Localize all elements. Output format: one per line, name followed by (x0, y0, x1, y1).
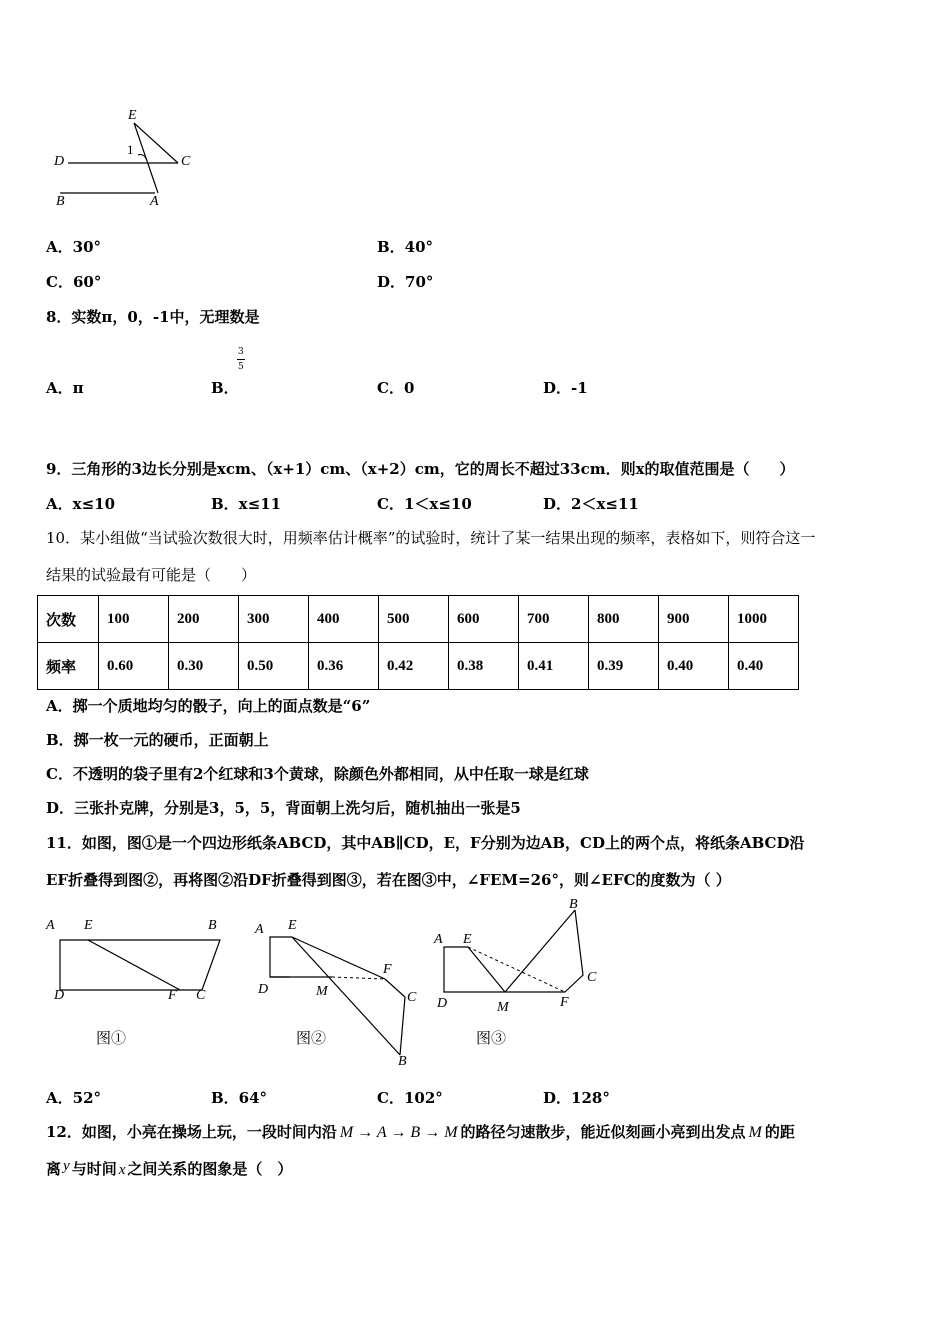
table-cell-count: 200 (169, 596, 239, 643)
q7-option-d[interactable]: D．70° (377, 273, 434, 291)
q7-option-b[interactable]: B．40° (377, 238, 434, 256)
q10-stem-line1: 10．某小组做“当试验次数很大时，用频率估计概率”的试验时，统计了某一结果出现的频率，表格如下，则符合这一 (46, 529, 816, 547)
q11-figure-2 (250, 915, 430, 1075)
table-cell-count: 1000 (729, 596, 799, 643)
label-c: C (181, 154, 191, 169)
table-cell-count: 800 (589, 596, 659, 643)
q10-option-a[interactable]: A．掷一个质地均匀的骰子，向上的面点数是“6” (46, 697, 371, 715)
table-cell-freq: 0.38 (449, 643, 519, 690)
fig3-caption: 图③ (476, 1029, 507, 1047)
q8-option-b[interactable]: B． (211, 379, 239, 397)
table-cell-freq: 0.36 (309, 643, 379, 690)
q9-option-b[interactable]: B．x≤11 (211, 495, 282, 513)
q12-stem-text-a: 12．如图，小亮在操场上玩，一段时间内沿 (46, 1123, 337, 1141)
fig3-em (468, 947, 505, 992)
q7-option-a[interactable]: A．30° (46, 238, 102, 256)
q10-option-c[interactable]: C．不透明的袋子里有2个红球和3个黄球，除颜色外都相同，从中任取一球是红球 (46, 765, 589, 783)
q10-option-b[interactable]: B．掷一枚一元的硬币，正面朝上 (46, 731, 269, 749)
fig1-quadrilateral (60, 940, 220, 990)
fig2-caption: 图② (296, 1029, 327, 1047)
q9-option-a[interactable]: A．x≤10 (46, 495, 116, 513)
q10-option-d[interactable]: D．三张扑克牌，分别是3，5，5，背面朝上洗匀后，随机抽出一张是5 (46, 799, 521, 817)
q12-stem-text-d: 离 (46, 1160, 62, 1178)
q8-stem: 8．实数π，0，-1中，无理数是 (46, 308, 260, 326)
table-cell-freq: 0.60 (99, 643, 169, 690)
q8-fraction-numerator: 3 (238, 347, 244, 357)
table-header-freqs: 频率 (38, 643, 99, 690)
table-cell-count: 100 (99, 596, 169, 643)
fig2-fcb (385, 979, 405, 1055)
table-cell-count: 300 (239, 596, 309, 643)
table-header-counts: 次数 (38, 596, 99, 643)
q12-stem-text-f: 之间关系的图象是（ ） (127, 1160, 293, 1178)
fig3-ad-df (444, 947, 565, 992)
table-cell-count: 500 (379, 596, 449, 643)
table-cell-freq: 0.42 (379, 643, 449, 690)
q11-stem-line2: EF折叠得到图②，再将图②沿DF折叠得到图③，若在图③中，∠FEM=26°，则∠EFC的度数为（ ） (46, 871, 731, 889)
fig2-mf-dashed (332, 977, 385, 979)
q11-stem-line1: 11．如图，图①是一个四边形纸条ABCD，其中AB∥CD，E，F分别为边AB，CD上的两个点，将纸条ABCD沿 (46, 834, 805, 852)
label-angle-1: 1 (127, 142, 134, 157)
q8-option-d[interactable]: D．-1 (543, 379, 588, 397)
q11-option-a[interactable]: A．52° (46, 1089, 102, 1107)
q11-option-d[interactable]: D．128° (543, 1089, 610, 1107)
table-cell-freq: 0.40 (659, 643, 729, 690)
q12-stem-var-y: y (63, 1158, 70, 1174)
q12-stem-text-c: 的距 (764, 1123, 795, 1141)
q8-option-a[interactable]: A．π (46, 379, 84, 397)
fig1-line-ef (88, 940, 180, 990)
q7-option-c[interactable]: C．60° (46, 273, 102, 291)
q10-stem-line2: 结果的试验最有可能是（ ） (46, 566, 257, 584)
q12-stem-text-b: 的路径匀速散步，能近似刻画小亮到出发点 (460, 1123, 746, 1141)
fig1-caption: 图① (96, 1029, 127, 1047)
fig2-left-edges (270, 937, 292, 977)
table-cell-count: 600 (449, 596, 519, 643)
fig3-bcf (565, 910, 583, 992)
q8-option-c[interactable]: C．0 (377, 379, 415, 397)
table-cell-freq: 0.50 (239, 643, 309, 690)
q11-option-c[interactable]: C．102° (377, 1089, 443, 1107)
table-cell-freq: 0.41 (519, 643, 589, 690)
table-cell-count: 900 (659, 596, 729, 643)
frequency-table (37, 595, 799, 690)
q11-figure-3 (430, 900, 610, 1020)
q8-fraction-bar (237, 359, 245, 360)
fig3-ef-dashed (468, 947, 565, 992)
q9-option-c[interactable]: C．1＜x≤10 (377, 495, 472, 513)
q12-stem-var-x: x (118, 1162, 126, 1178)
table-cell-count: 400 (309, 596, 379, 643)
table-row-freqs (38, 643, 799, 690)
label-b: B (56, 194, 65, 209)
label-a: A (150, 194, 159, 209)
table-cell-freq: 0.39 (589, 643, 659, 690)
table-row-counts (38, 596, 799, 643)
label-d: D (54, 154, 65, 169)
fig2-ef (292, 937, 385, 979)
q12-stem-text-e: 与时间 (71, 1160, 117, 1178)
table-cell-count: 700 (519, 596, 589, 643)
table-cell-freq: 0.30 (169, 643, 239, 690)
fig3-mb (505, 910, 575, 992)
q8-fraction-denominator: 5 (238, 362, 244, 372)
q12-stem-line1 (46, 1121, 795, 1142)
table-cell-freq: 0.40 (729, 643, 799, 690)
q9-stem: 9．三角形的3边长分别是xcm、（x+1）cm、（x+2）cm，它的周长不超过33cm．则x的取值范围是（ ） (46, 460, 795, 478)
label-e: E (128, 108, 137, 123)
q11-option-b[interactable]: B．64° (211, 1089, 268, 1107)
q12-stem-path: M → A → B → M (339, 1124, 458, 1141)
q9-option-d[interactable]: D．2＜x≤11 (543, 495, 639, 513)
q12-stem-line2 (46, 1158, 292, 1179)
q12-stem-var-m: M (748, 1124, 762, 1141)
